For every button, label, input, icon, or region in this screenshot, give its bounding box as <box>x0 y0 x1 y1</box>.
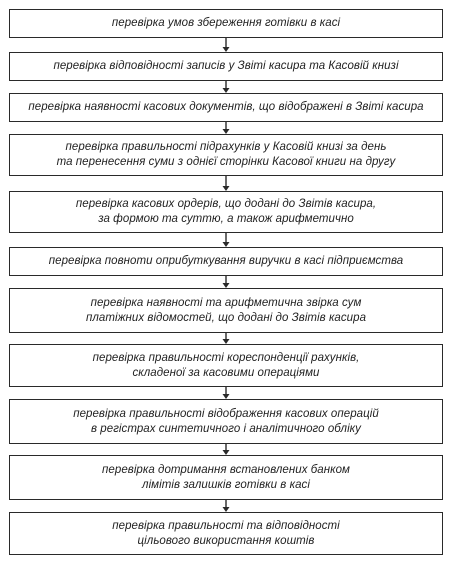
step-text-5: перевірка касових ордерів, що додані до Звітів касира, за формою та суттю, а також арифметично <box>75 198 377 225</box>
step-text-10: перевірка дотримання встановлених банком лімітів залишків готівки в касі <box>102 463 350 491</box>
step-text-7: перевірка наявності та арифметична звірка сум платіжних відомостей, що додані до Звітів касира <box>85 296 367 324</box>
step-box-9 <box>9 399 443 444</box>
step-box-2 <box>9 52 443 81</box>
step-box-10 <box>9 455 443 500</box>
step-text-2: перевірка відповідності записів у Звіті касира та Касовій книзі <box>53 60 399 72</box>
step-box-6 <box>9 247 443 276</box>
step-box-3 <box>9 93 443 122</box>
step-text-9: перевірка правильності відображення касових операцій в регістрах синтетичного і аналітичного обліку <box>73 407 379 435</box>
step-box-4 <box>9 134 443 176</box>
step-box-1 <box>9 9 443 38</box>
step-text-11: перевірка правильності та відповідності цільового використання коштів <box>112 519 340 547</box>
step-text-6: перевірка повноти оприбуткування виручки в касі підприємства <box>48 255 404 267</box>
step-text-3: перевірка наявності касових документів, що відображені в Звіті касира <box>28 101 424 113</box>
step-box-5 <box>9 191 443 233</box>
step-text-4: перевірка правильності підрахунків у Касовій книзі за день та перенесення суми з однієї сторінки Касової книги на другу <box>56 141 396 168</box>
step-box-11 <box>9 512 443 555</box>
step-text-8: перевірка правильності кореспонденції рахунків, складеної за касовими операціями <box>92 351 360 379</box>
step-text-1: перевірка умов збереження готівки в касі <box>111 17 341 29</box>
step-box-8 <box>9 344 443 387</box>
step-box-7 <box>9 288 443 333</box>
